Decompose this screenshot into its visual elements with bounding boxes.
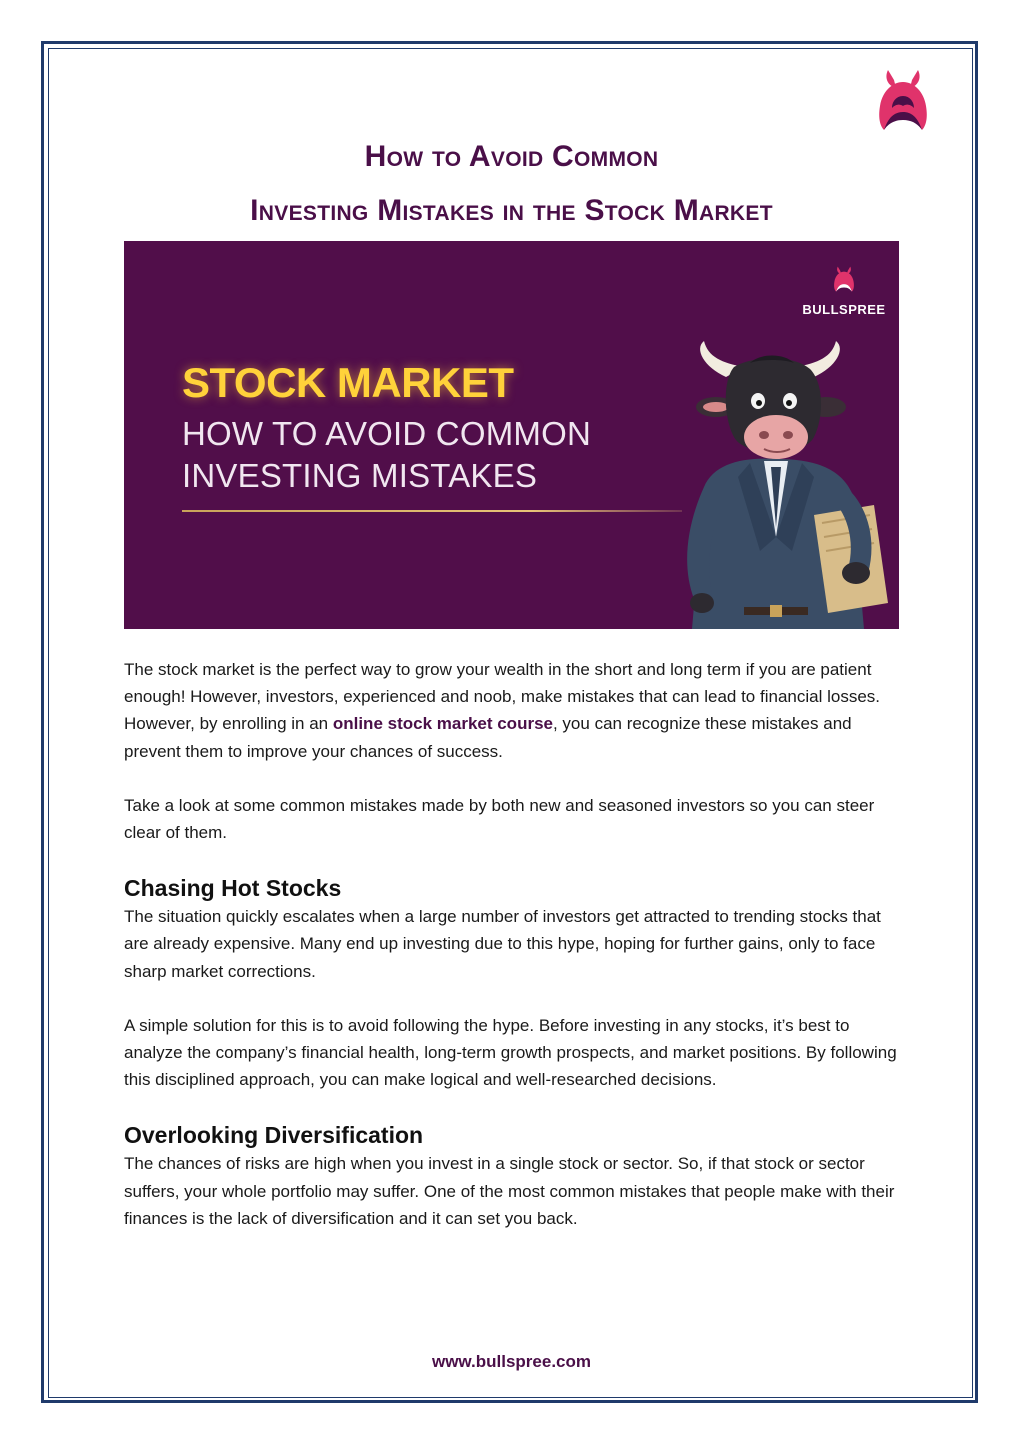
page-title-line-1: How to Avoid Common [364, 140, 659, 173]
banner-divider [182, 510, 682, 512]
footer-website-link[interactable]: www.bullspree.com [431, 1352, 592, 1371]
section-2-paragraph-1: The chances of risks are high when you invest in a single stock or sector. So, if that stock or sector suffers, your whole portfolio may suffer. One of the most common mistakes that people make with their finances is the lack of diversification and it can set you back. [124, 1154, 895, 1228]
section-heading-overlooking-diversification: Overlooking Diversification [124, 1122, 424, 1149]
banner-brand [794, 265, 894, 317]
intro-paragraph-2: Take a look at some common mistakes made by both new and seasoned investors so you can steer clear of them. [124, 795, 875, 843]
intro-text-end: , you can recognize these mistakes and prevent them to improve your chances of success. [124, 714, 852, 761]
hero-banner [124, 241, 899, 629]
section-heading-chasing-hot-stocks: Chasing Hot Stocks [124, 875, 342, 902]
banner-subtitle-line-1: HOW TO AVOID COMMON [182, 415, 591, 452]
online-course-link[interactable]: online stock market course [332, 714, 553, 734]
article-body [124, 656, 904, 1259]
intro-text-start: The stock market is the perfect way to grow your wealth in the short and long term if you are patient enough! However, investors, experienced and noob, make mistakes that can lead to financial losses. However, by enrolling in an [124, 660, 880, 734]
banner-brand-name: BULLSPREE [802, 302, 886, 317]
page-title-line-2: Investing Mistakes in the Stock Market [250, 194, 773, 227]
bullspree-logo-icon [874, 66, 932, 138]
intro-paragraph-1 [124, 656, 904, 765]
bullspree-small-logo-icon [831, 265, 857, 295]
section-1-paragraph-1: The situation quickly escalates when a large number of investors get attracted to trending stocks that are already expensive. Many end up investing due to this hype, hoping for further gains, only to face sharp market corrections. [124, 907, 881, 981]
banner-subtitle-line-2: INVESTING MISTAKES [182, 457, 538, 494]
banner-headline: STOCK MARKET [182, 359, 514, 406]
section-1-paragraph-2: A simple solution for this is to avoid following the hype. Before investing in any stocks, it’s best to analyze the company’s financial health, long-term growth prospects, and market positions. By following this disciplined approach, you can make logical and well-researched decisions. [124, 1015, 897, 1090]
bull-mascot-illustration [664, 337, 899, 629]
